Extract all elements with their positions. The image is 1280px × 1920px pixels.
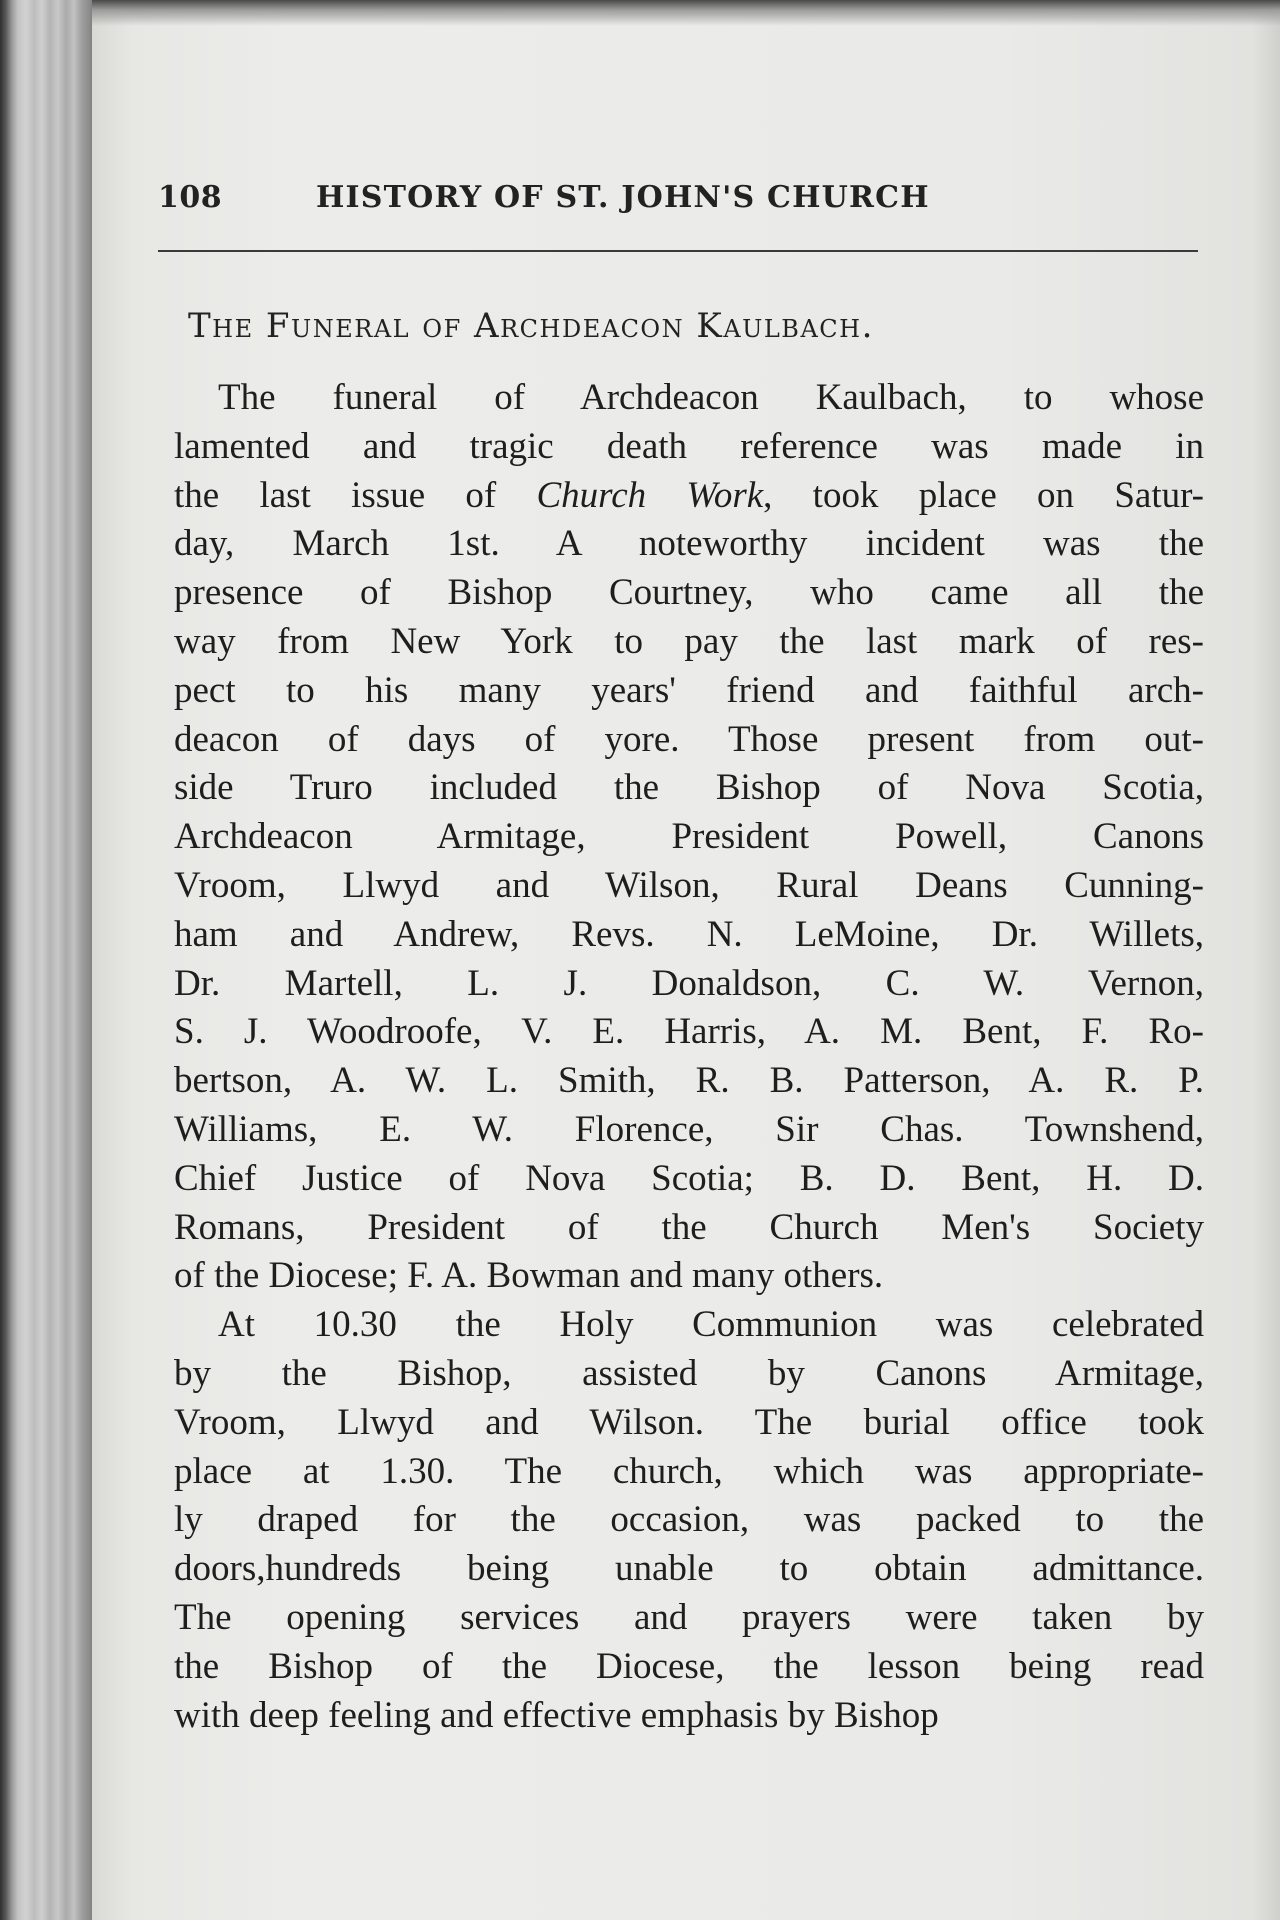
text-line: way from New York to pay the last mark of res- (174, 620, 1204, 662)
text-line: place at 1.30. The church, which was appropriate- (174, 1450, 1204, 1492)
text-line: side Truro included the Bishop of Nova Scotia, (174, 767, 1204, 809)
header-rule (158, 250, 1198, 252)
text-line: presence of Bishop Courtney, who came all the (174, 572, 1204, 614)
running-title: HISTORY OF ST. JOHN'S CHURCH (316, 180, 930, 215)
text-line: Vroom, Llwyd and Wilson. The burial office took (174, 1401, 1204, 1443)
text-line: ham and Andrew, Revs. N. LeMoine, Dr. Willets, (174, 913, 1204, 955)
text-line: day, March 1st. A noteworthy incident was the (174, 523, 1204, 565)
text-line: Williams, E. W. Florence, Sir Chas. Townshend, (174, 1108, 1204, 1150)
text-line: by the Bishop, assisted by Canons Armitage, (174, 1352, 1204, 1394)
text-line: Archdeacon Armitage, President Powell, Canons (174, 816, 1204, 858)
text-line: the Bishop of the Diocese, the lesson being read (174, 1645, 1204, 1687)
running-head (158, 178, 1198, 226)
paragraph (174, 374, 1204, 1301)
text-line: the last issue of Church Work, took place on Satur- (174, 474, 1205, 516)
text-line: Dr. Martell, L. J. Donaldson, C. W. Vernon, (174, 962, 1204, 1004)
text-line: At 10.30 the Holy Communion was celebrated (218, 1304, 1204, 1346)
text-line: The opening services and prayers were taken by (174, 1596, 1204, 1638)
page-number: 108 (158, 180, 223, 215)
text-line: pect to his many years' friend and faithful arch- (174, 669, 1204, 711)
text-line: bertson, A. W. L. Smith, R. B. Patterson, A. R. P. (174, 1060, 1204, 1102)
text-line: The funeral of Archdeacon Kaulbach, to whose (218, 377, 1204, 418)
text-line: Romans, President of the Church Men's Society (174, 1206, 1204, 1248)
text-line: Vroom, Llwyd and Wilson, Rural Deans Cunning- (174, 864, 1204, 906)
text-line: lamented and tragic death reference was made in (174, 425, 1204, 467)
text-line: Chief Justice of Nova Scotia; B. D. Bent, H. D. (174, 1157, 1204, 1199)
text-line: doors,hundreds being unable to obtain admittance. (174, 1548, 1204, 1590)
text-line: of the Diocese; F. A. Bowman and many others. (174, 1255, 884, 1297)
page-top-shadow (92, 0, 1280, 26)
stacked-page-edges (0, 0, 96, 1920)
text-line: deacon of days of yore. Those present from out- (174, 718, 1204, 760)
text-line: S. J. Woodroofe, V. E. Harris, A. M. Bent, F. Ro- (174, 1011, 1204, 1053)
text-line: ly draped for the occasion, was packed to the (174, 1499, 1204, 1541)
article-body (174, 374, 1204, 1740)
article-title: The Funeral of Archdeacon Kaulbach. (188, 306, 874, 346)
text-line: with deep feeling and effective emphasis by Bishop (174, 1694, 939, 1736)
paragraph (174, 1301, 1204, 1740)
